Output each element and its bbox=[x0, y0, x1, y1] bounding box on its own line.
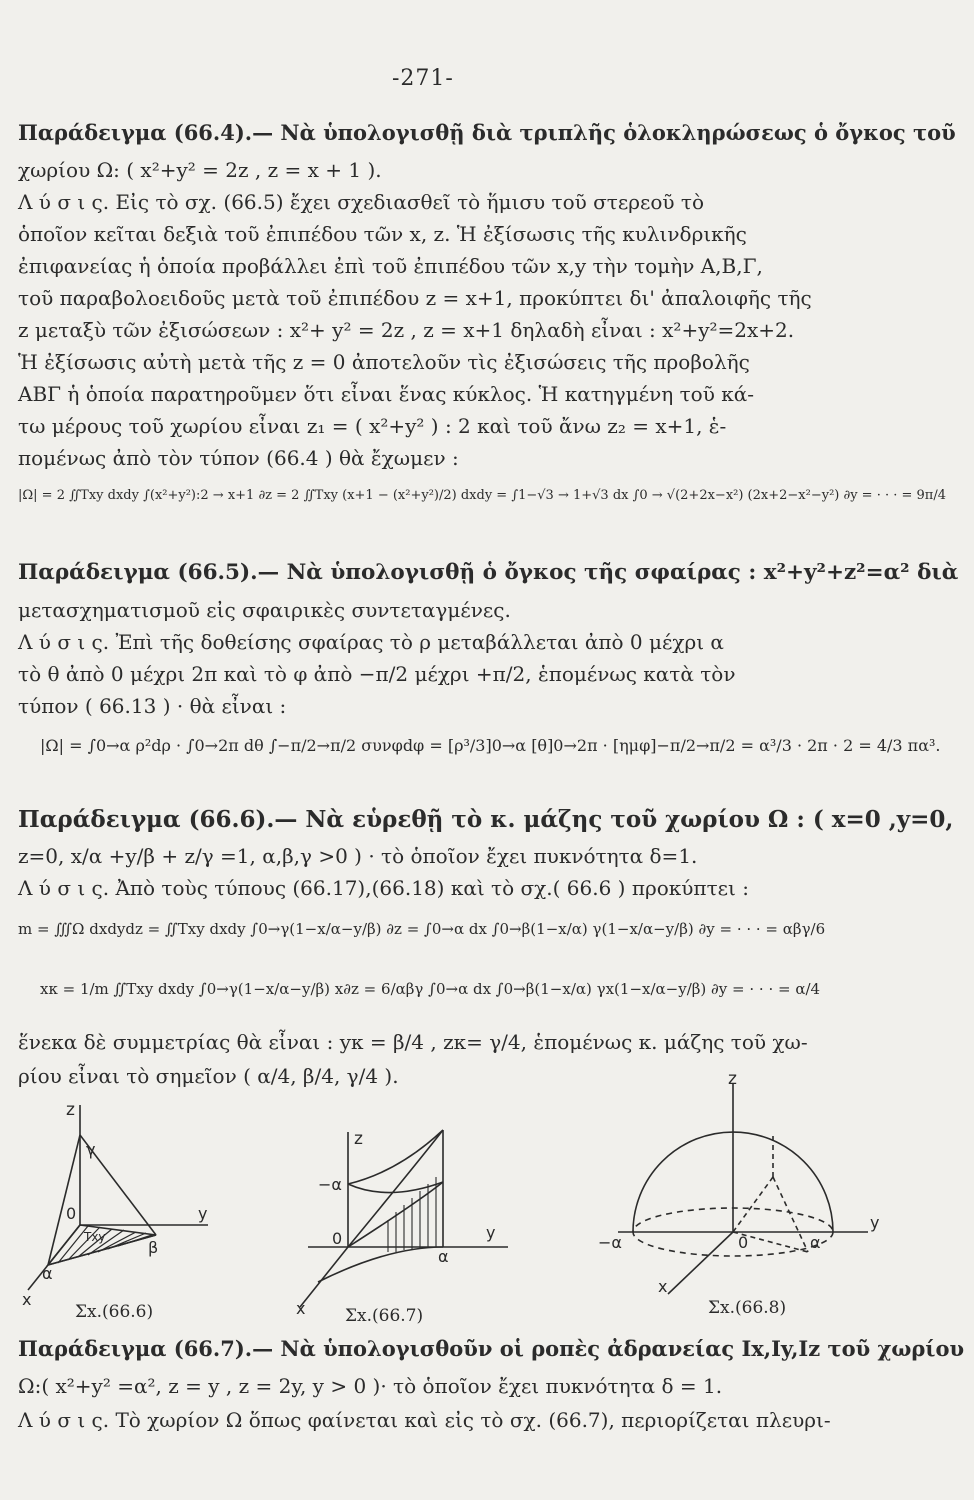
equation-sphere-volume: |Ω| = ∫0→α ρ²dρ · ∫0→2π dθ ∫−π/2→π/2 συνφdφ = [ρ³/3]0→α [θ]0→2π · [ημφ]−π/2→π/2 = α³/3 · 2π · 2 = 4/3 πα³. bbox=[40, 736, 941, 755]
figure-66-7 bbox=[288, 1122, 518, 1317]
fig1-label-origin: 0 bbox=[66, 1204, 77, 1223]
text-line: Λ ύ σ ι ς. Ἀπὸ τοὺς τύπους (66.17),(66.18) καὶ τὸ σχ.( 66.6 ) προκύπτει : bbox=[18, 876, 749, 900]
example-66-7-heading: Παράδειγμα (66.7).— Νὰ ὑπολογισθοῦν οἱ ροπὲς ἀδρανείας Ix,Iy,Iz τοῦ χωρίου bbox=[18, 1336, 965, 1361]
text-line: Λ ύ σ ι ς. Τὸ χωρίον Ω ὅπως φαίνεται καὶ εἰς τὸ σχ. (66.7), περιορίζεται πλευρι- bbox=[18, 1408, 831, 1432]
text-line: πομένως ἀπὸ τὸν τύπον (66.4 ) θὰ ἔχωμεν : bbox=[18, 446, 459, 470]
fig1-label-x: x bbox=[22, 1290, 32, 1309]
fig3-label-origin: 0 bbox=[738, 1233, 749, 1252]
text-line: ἐπιφανείας ἡ ὁποία προβάλλει ἐπὶ τοῦ ἐπιπέδου τῶν x,y τὴν τομὴν Α,Β,Γ, bbox=[18, 254, 763, 278]
text-line: ἕνεκα δὲ συμμετρίας θὰ εἶναι : yκ = β/4 , zκ= γ/4, ἑπομένως κ. μάζης τοῦ χω- bbox=[18, 1030, 808, 1054]
fig3-label-y: y bbox=[870, 1213, 880, 1232]
equation-xk: xκ = 1/m ∬Txy dxdy ∫0→γ(1−x/α−y/β) x∂z = 6/αβγ ∫0→α dx ∫0→β(1−x/α) γx(1−x/α−y/β) ∂y = · · · = α/4 bbox=[40, 980, 821, 998]
text-line: τύπον ( 66.13 ) · θὰ εἶναι : bbox=[18, 694, 287, 718]
text-line: z μεταξὺ τῶν ἐξισώσεων : x²+ y² = 2z , z = x+1 δηλαδὴ εἶναι : x²+y²=2x+2. bbox=[18, 318, 795, 342]
fig1-label-y: y bbox=[198, 1204, 208, 1223]
fig2-label-x: x bbox=[296, 1299, 306, 1317]
text-line: Λ ύ σ ι ς. Ἐπὶ τῆς δοθείσης σφαίρας τὸ ρ μεταβάλλεται ἀπὸ 0 μέχρι α bbox=[18, 630, 724, 654]
fig2-label-y: y bbox=[486, 1223, 496, 1242]
fig2-label-origin: 0 bbox=[332, 1229, 343, 1248]
caption-66-6: Σx.(66.6) bbox=[75, 1302, 154, 1322]
text-line: τω μέρους τοῦ χωρίου εἶναι z₁ = ( x²+y² ) : 2 καὶ τοῦ ἄνω z₂ = x+1, ἑ- bbox=[18, 414, 727, 438]
text-line: τὸ θ ἀπὸ 0 μέχρι 2π καὶ τὸ φ ἀπὸ −π/2 μέχρι +π/2, ἑπομένως κατὰ τὸν bbox=[18, 662, 736, 686]
fig2-label-alpha: α bbox=[438, 1247, 449, 1266]
fig3-label-z: z bbox=[728, 1072, 737, 1089]
fig3-label-alpha: α bbox=[810, 1233, 821, 1252]
fig1-label-gamma: γ bbox=[86, 1140, 96, 1159]
fig3-label-neg-alpha: −α bbox=[598, 1233, 622, 1252]
fig2-label-z: z bbox=[354, 1129, 363, 1149]
text-line: τοῦ παραβολοειδοῦς μετὰ τοῦ ἐπιπέδου z = x+1, προκύπτει δι' ἀπαλοιφῆς τῆς bbox=[18, 286, 812, 310]
fig1-label-beta: β bbox=[148, 1238, 159, 1257]
text-line: ρίου εἶναι τὸ σημεῖον ( α/4, β/4, γ/4 ). bbox=[18, 1064, 399, 1088]
example-66-4-heading: Παράδειγμα (66.4).— Νὰ ὑπολογισθῇ διὰ τριπλῆς ὁλοκληρώσεως ὁ ὄγκος τοῦ bbox=[18, 120, 956, 145]
figure-66-6 bbox=[18, 1095, 218, 1310]
fig1-label-txy: Txy bbox=[84, 1230, 106, 1244]
text-line: ΑΒΓ ἡ ὁποία παρατηροῦμεν ὅτι εἶναι ἕνας κύκλος. Ἡ κατηγμένη τοῦ κά- bbox=[18, 382, 755, 406]
text-line: Ἡ ἐξίσωσις αὐτὴ μετὰ τῆς z = 0 ἀποτελοῦν τὶς ἐξισώσεις τῆς προβολῆς bbox=[18, 350, 750, 374]
text-line: z=0, x/α +y/β + z/γ =1, α,β,γ >0 ) · τὸ ὁποῖον ἔχει πυκνότητα δ=1. bbox=[18, 844, 698, 868]
text-line: Λ ύ σ ι ς. Εἰς τὸ σχ. (66.5) ἔχει σχεδιασθεῖ τὸ ἥμισυ τοῦ στερεοῦ τὸ bbox=[18, 190, 705, 214]
equation-volume-66-4: |Ω| = 2 ∬Txy dxdy ∫(x²+y²):2 → x+1 ∂z = 2 ∬Txy (x+1 − (x²+y²)/2) dxdy = ∫1−√3 → 1+√3 dx ∫0 → √(2+2x−x²) (2x+2−x²−y²) ∂y = · · · = 9π/4 bbox=[18, 488, 946, 503]
caption-66-7: Σx.(66.7) bbox=[345, 1306, 424, 1326]
fig2-label-neg-alpha: −α bbox=[318, 1175, 342, 1194]
text-line: μετασχηματισμοῦ εἰς σφαιρικὲς συντεταγμένες. bbox=[18, 598, 511, 622]
figure-66-8 bbox=[598, 1072, 888, 1297]
fig1-label-z: z bbox=[66, 1100, 75, 1120]
page-number: -271- bbox=[392, 66, 454, 91]
example-66-6-heading: Παράδειγμα (66.6).— Νὰ εὑρεθῇ τὸ κ. μάζης τοῦ χωρίου Ω : ( x=0 ,y=0, bbox=[18, 806, 954, 833]
example-66-5-heading: Παράδειγμα (66.5).— Νὰ ὑπολογισθῇ ὁ ὄγκος τῆς σφαίρας : x²+y²+z²=α² διὰ bbox=[18, 560, 959, 585]
caption-66-8: Σx.(66.8) bbox=[708, 1298, 787, 1318]
fig3-label-x: x bbox=[658, 1277, 668, 1296]
text-line: Ω:( x²+y² =α², z = y , z = 2y, y > 0 )· τὸ ὁποῖον ἔχει πυκνότητα δ = 1. bbox=[18, 1374, 723, 1398]
text-line: χωρίου Ω: ( x²+y² = 2z , z = x + 1 ). bbox=[18, 158, 382, 182]
fig1-label-alpha: α bbox=[42, 1264, 53, 1283]
text-line: ὁποῖον κεῖται δεξιὰ τοῦ ἐπιπέδου τῶν x, z. Ἡ ἐξίσωσις τῆς κυλινδρικῆς bbox=[18, 222, 747, 246]
equation-mass: m = ∭Ω dxdydz = ∬Txy dxdy ∫0→γ(1−x/α−y/β) ∂z = ∫0→α dx ∫0→β(1−x/α) γ(1−x/α−y/β) ∂y = · · · = αβγ/6 bbox=[18, 920, 826, 938]
